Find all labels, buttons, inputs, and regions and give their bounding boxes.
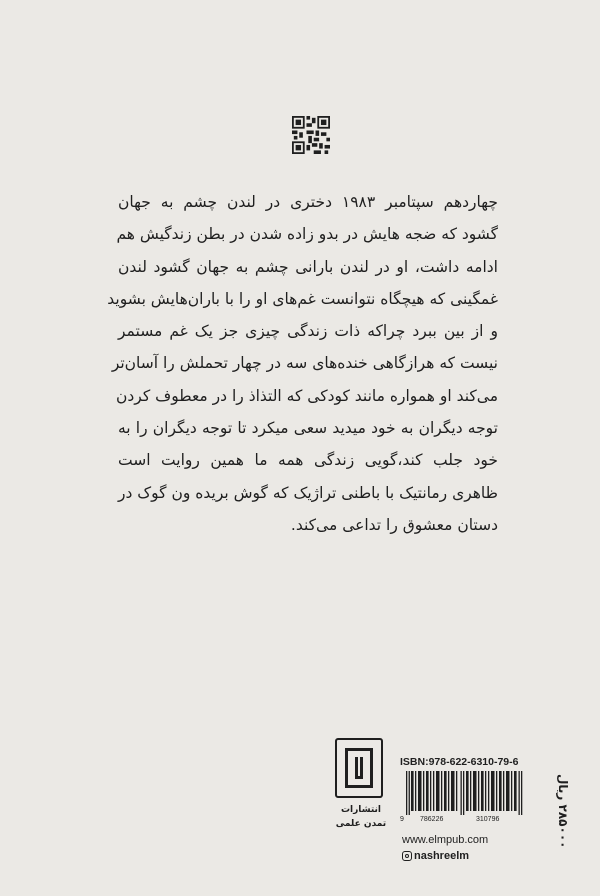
instagram-handle-text: nashreelm — [414, 850, 470, 862]
blurb-line: توجه دیگران به خود میدید سعی میکرد تا توجه دیگران را به — [118, 419, 498, 438]
instagram-icon — [402, 851, 412, 861]
barcode-digits-left: 786226 — [420, 816, 444, 823]
isbn-label: ISBN:978-622-6310-79-6 — [400, 756, 519, 768]
blurb-line: ظاهری رمانتیک با باطنی تراژیک که گوش بریده ون گوک در — [117, 483, 498, 502]
publisher-name-line2: تمدن علمی — [335, 819, 387, 829]
barcode-digit-first: 9 — [400, 816, 404, 823]
blurb-line: و از بین ببرد چراکه ذات زندگی چیزی جز یک غم مستمر — [118, 322, 498, 341]
publisher-name-line1: انتشارات — [341, 805, 381, 815]
blurb-line: می‌کند او همواره مانند کودکی که التذاذ را در معطوف کردن — [116, 386, 498, 405]
publisher-logo-icon — [335, 738, 383, 798]
publisher-logo — [333, 738, 389, 846]
qr-code-icon — [292, 116, 330, 154]
blurb-line: غمگینی که هیچگاه نتوانست غم‌های او را با باران‌هایش بشوید — [107, 289, 498, 308]
blurb-line: گشود که ضجه هایش در بدو زاده شدن در بطن زندگیش هم — [116, 225, 498, 244]
barcode-digits-right: 310796 — [476, 816, 500, 823]
blurb-line: ادامه داشت، او در لندن بارانی چشم به جهان گشود لندن — [118, 257, 498, 276]
price-label: ۲۸۵۰۰۰ ریال — [556, 773, 570, 848]
blurb-line: خود جلب کند،گویی زندگی همه ما همین روایت است — [118, 451, 498, 470]
blurb-line: دستان معشوق را تداعی می‌کند. — [290, 515, 498, 534]
website-link[interactable]: www.elmpub.com — [402, 834, 489, 846]
blurb-line: چهاردهم سپتامبر ۱۹۸۳ دختری در لندن چشم به جهان — [118, 193, 498, 211]
instagram-handle[interactable] — [402, 850, 469, 862]
blurb-line: نیست که هرازگاهی خنده‌های سه در چهار تحملش را آسان‌تر — [111, 354, 498, 373]
back-cover-blurb — [107, 186, 498, 541]
barcode-icon — [400, 771, 528, 815]
